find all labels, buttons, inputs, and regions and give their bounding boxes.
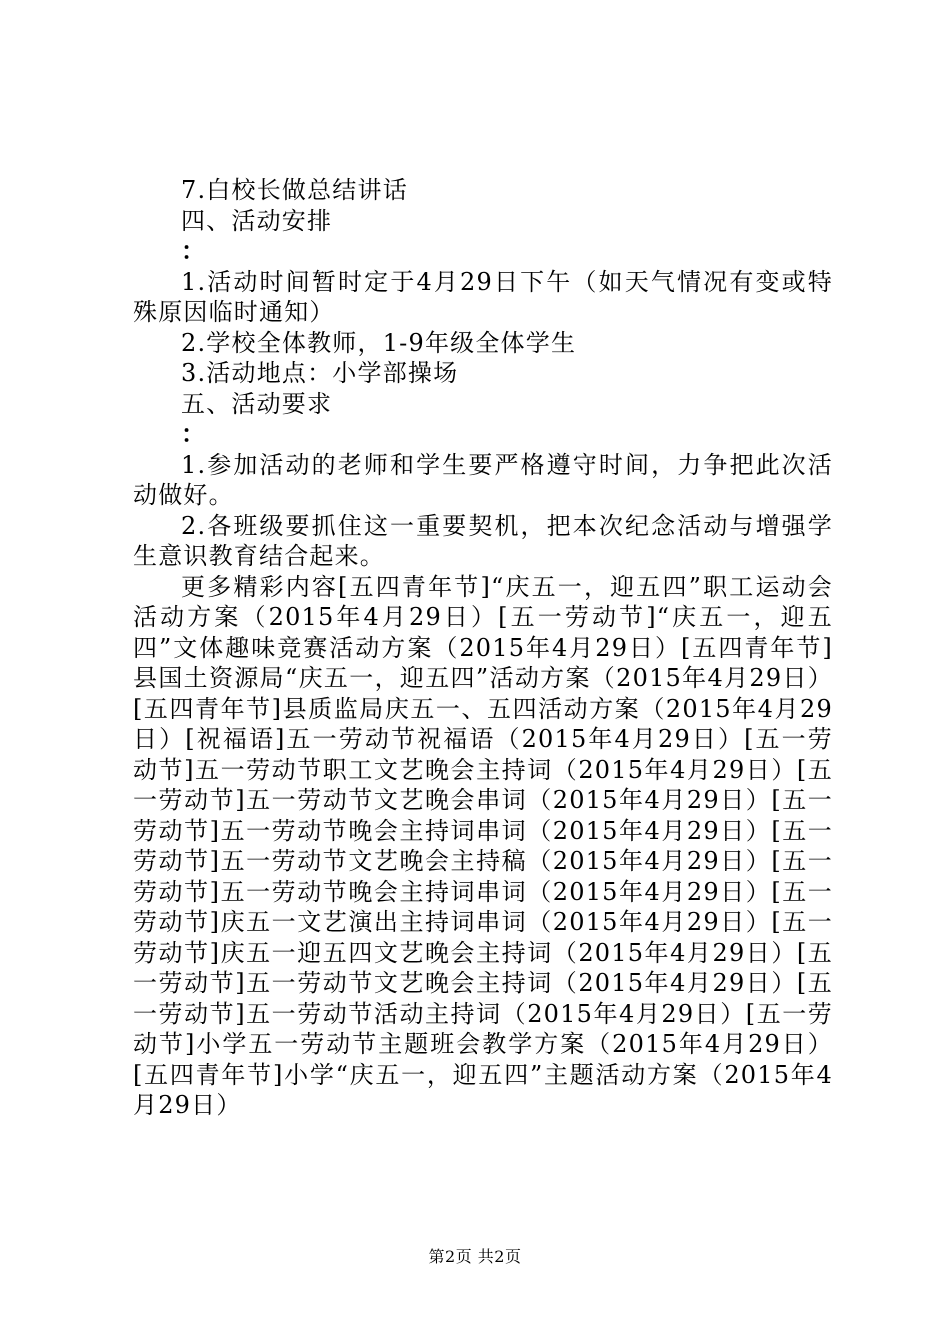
requirement-item-1: 1.参加活动的老师和学生要严格遵守时间，力争把此次活动做好。 bbox=[133, 450, 833, 509]
section-colon-5: ： bbox=[181, 419, 207, 448]
list-item-7: 7.白校长做总结讲话 bbox=[181, 176, 408, 204]
section-colon-4: ： bbox=[181, 236, 207, 265]
section-heading-4: 四、活动安排 bbox=[181, 206, 333, 235]
arrangement-item-2: 2.学校全体教师，1-9年级全体学生 bbox=[181, 328, 577, 357]
arrangement-item-1: 1.活动时间暂时定于4月29日下午（如天气情况有变或特殊原因临时通知） bbox=[133, 267, 833, 326]
document-body bbox=[133, 175, 833, 1121]
more-content-paragraph: 更多精彩内容[五四青年节]“庆五一，迎五四”职工运动会活动方案（2015年4月29日）[五一劳动节]“庆五一，迎五四”文体趣味竞赛活动方案（2015年4月29日）[五四青年节]县国土资源局“庆五一，迎五四”活动方案（2015年4月29日）[五四青年节]县质监局庆五一、五四活动方案（2015年4月29日）[祝福语]五一劳动节祝福语（2015年4月29日）[五一劳动节]五一劳动节职工文艺晚会主持词（2015年4月29日）[五一劳动节]五一劳动节文艺晚会串词（2015年4月29日）[五一劳动节]五一劳动节晚会主持词串词（2015年4月29日）[五一劳动节]五一劳动节文艺晚会主持稿（2015年4月29日）[五一劳动节]五一劳动节晚会主持词串词（2015年4月29日）[五一劳动节]庆五一文艺演出主持词串词（2015年4月29日）[五一劳动节]庆五一迎五四文艺晚会主持词（2015年4月29日）[五一劳动节]五一劳动节文艺晚会主持词（2015年4月29日）[五一劳动节]五一劳动节活动主持词（2015年4月29日）[五一劳动节]小学五一劳动节主题班会教学方案（2015年4月29日）[五四青年节]小学“庆五一，迎五四”主题活动方案（2015年4月29日） bbox=[133, 572, 833, 1119]
page-footer: 第2页 共2页 bbox=[428, 1247, 522, 1266]
arrangement-item-3: 3.活动地点：小学部操场 bbox=[181, 359, 459, 387]
requirement-item-2: 2.各班级要抓住这一重要契机，把本次纪念活动与增强学生意识教育结合起来。 bbox=[133, 511, 833, 570]
section-heading-5: 五、活动要求 bbox=[181, 389, 333, 418]
